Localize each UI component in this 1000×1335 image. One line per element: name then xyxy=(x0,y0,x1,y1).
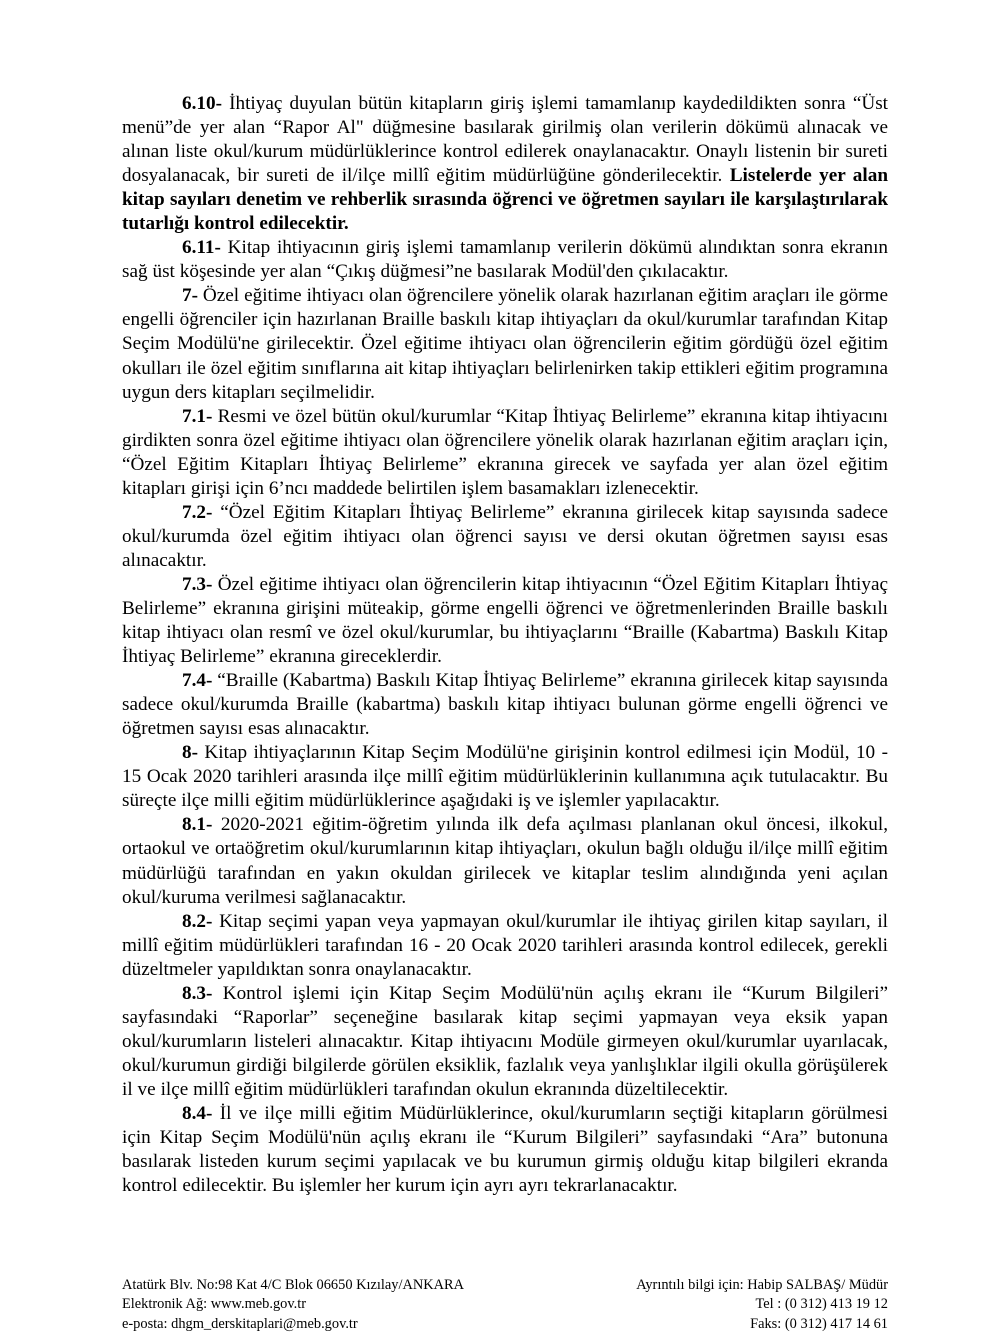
paragraph-number: 8.4- xyxy=(182,1102,213,1124)
paragraph-7-2 xyxy=(122,501,888,573)
footer-contact-line: Ayrıntılı bilgi için: Habip SALBAŞ/ Müdür xyxy=(636,1277,888,1293)
paragraph-number: 7.4- xyxy=(182,670,213,692)
paragraph-text: İl ve ilçe milli eğitim Müdürlüklerince, okul/kurumların seçtiği kitapların görülmesi için Kitap Seçim Modülü'nün açılış ekranı ile “Kurum Bilgileri” sayfasındaki “Ara” butonuna basılarak listeden kurum seçimi yapılacak ve bu kurumun girmiş olduğu kitap bilgileri ekranda kontrol edilecektir. Bu işlemler her kurum için ayrı ayrı tekrarlanacaktır. xyxy=(122,1102,888,1197)
footer-address-line: e-posta: dhgm_derskitaplari@meb.gov.tr xyxy=(122,1315,358,1332)
paragraph-8-3 xyxy=(122,982,888,1102)
footer-address-line: Atatürk Blv. No:98 Kat 4/C Blok 06650 Kızılay/ANKARA xyxy=(122,1277,465,1293)
paragraph-number: 8.3- xyxy=(182,982,213,1004)
paragraph-text: İhtiyaç duyulan bütün kitapların giriş işlemi tamamlanıp kaydedildikten sonra “Üst menü”de yer alan “Rapor Al" düğmesine basılarak girilmiş olan verilerin dökümü alınacak ve alınan liste okul/kurum müdürlüklerince kontrol edilerek onaylanacaktır. Onaylı listenin bir sureti dosyalanacak, bir sureti de il/ilçe millî eğitim müdürlüğüne gönderilecektir. xyxy=(122,93,888,187)
paragraph-number: 7- xyxy=(182,285,198,307)
paragraph-number: 8- xyxy=(182,742,198,764)
page-footer xyxy=(122,1276,888,1334)
paragraph-text: Kitap ihtiyacının giriş işlemi tamamlanıp verilerin dökümü alındıktan sonra ekranın sağ üst köşesinde yer alan “Çıkış düğmesi”ne basılarak Modül'den çıkılacaktır. xyxy=(122,237,888,283)
paragraph-text: Resmi ve özel bütün okul/kurumlar “Kitap İhtiyaç Belirleme” ekranına kitap ihtiyacını girdikten sonra özel eğitime ihtiyacı olan öğrencilere yönelik olarak hazırlanan eğitim araçları için, “Özel Eğitim Kitapları İhtiyaç Belirleme” ekranına girecek ve sayfada yer alan özel eğitim kitapları girişi için 6’ncı maddede belirtilen işlem basamakları izlenecektir. xyxy=(122,405,888,499)
paragraph-number: 6.10- xyxy=(182,93,222,114)
paragraph-text: “Braille (Kabartma) Baskılı Kitap İhtiyaç Belirleme” ekranına girilecek kitap sayısında sadece okul/kurumda Braille (kabartma) baskılı kitap ihtiyacı bulunan görme engelli öğrenci ve öğretmen sayısı esas alınacaktır. xyxy=(122,670,888,740)
paragraph-7 xyxy=(122,284,888,404)
paragraph-text: Özel eğitime ihtiyacı olan öğrencilerin kitap ihtiyacının “Özel Eğitim Kitapları İhtiyaç Belirleme” ekranına girişini müteakip, görme engelli öğrenci ve öğretmenlerinden Braille baskılı kitap ihtiyacı olan resmî ve özel okul/kurumlar, bu ihtiyaçlarını “Braille (Kabartma) Baskılı Kitap İhtiyaç Belirleme” ekranına gireceklerdir. xyxy=(122,573,888,668)
paragraph-text: “Özel Eğitim Kitapları İhtiyaç Belirleme” ekranına girilecek kitap sayısında sadece okul/kurumda özel eğitim ihtiyacı olan öğrenci sayısı ve dersi okutan öğretmen sayısı esas alınacaktır. xyxy=(122,501,888,571)
document-body xyxy=(122,92,888,1198)
paragraph-6-10 xyxy=(122,92,888,236)
paragraph-8-2 xyxy=(122,910,888,982)
footer-contact-line: Tel : (0 312) 413 19 12 xyxy=(755,1296,888,1313)
paragraph-7-1 xyxy=(122,405,888,501)
footer-address-line: Elektronik Ağ: www.meb.gov.tr xyxy=(122,1296,306,1313)
footer-contact-line: Faks: (0 312) 417 14 61 xyxy=(750,1315,888,1332)
footer-contact-block xyxy=(636,1276,888,1334)
paragraph-8 xyxy=(122,741,888,813)
paragraph-8-4 xyxy=(122,1102,888,1198)
paragraph-7-3 xyxy=(122,573,888,669)
footer-address-block xyxy=(122,1276,464,1334)
paragraph-text: Kitap seçimi yapan veya yapmayan okul/kurumlar ile ihtiyaç girilen kitap sayıları, il millî eğitim müdürlükleri tarafından 16 - 20 Ocak 2020 tarihleri arasında kontrol edilecek, gerekli düzeltmeler yapıldıktan sonra onaylanacaktır. xyxy=(122,910,888,980)
paragraph-text: Özel eğitime ihtiyacı olan öğrencilere yönelik olarak hazırlanan eğitim araçları ile görme engelli öğrenciler için hazırlanan Braille baskılı kitap ihtiyaçları da okul/kurumlar tarafından Kitap Seçim Modülü'ne girilecektir. Özel eğitime ihtiyacı olan öğrencilerin eğitim gördüğü özel eğitim okulları ile özel eğitim sınıflarına ait kitap ihtiyaçları belirlenirken takip ettikleri eğitim programına uygun ders kitapları seçilmelidir. xyxy=(122,285,888,403)
paragraph-number: 7.1- xyxy=(182,405,213,427)
paragraph-number: 6.11- xyxy=(182,237,221,259)
paragraph-number: 7.2- xyxy=(182,501,213,523)
paragraph-text: Kontrol işlemi için Kitap Seçim Modülü'nün açılış ekranı ile “Kurum Bilgileri” sayfasındaki “Raporlar” seçeneğine basılarak kitap seçimi yapmayan veya eksik yapan okul/kurumların listeleri alınacaktır. Kitap ihtiyacını Modüle girmeyen okul/kurumlar uyarılacak, okul/kurumun girdiği bilgilerde görülen eksiklik, fazlalık veya yanlışlıklar ilgili okulla görüşülerek il ve ilçe millî eğitim müdürlükleri tarafından okulun ekranında düzeltilecektir. xyxy=(122,982,888,1100)
paragraph-number: 8.2- xyxy=(182,910,213,932)
paragraph-7-4 xyxy=(122,669,888,741)
paragraph-number: 7.3- xyxy=(182,573,213,595)
paragraph-6-11 xyxy=(122,236,888,284)
paragraph-number: 8.1- xyxy=(182,814,213,836)
paragraph-8-1 xyxy=(122,813,888,909)
paragraph-text: 2020-2021 eğitim-öğretim yılında ilk defa açılması planlanan okul öncesi, ilkokul, ortaokul ve ortaöğretim okul/kurumlarının kitap ihtiyaçları, okulun bağlı olduğu il/ilçe millî eğitim müdürlüğü tarafından en yakın okuldan girilecek ve kitaplar teslim alındığında yeni açılan okul/kuruma verilmesi sağlanacaktır. xyxy=(122,814,888,908)
paragraph-text: Kitap ihtiyaçlarının Kitap Seçim Modülü'ne girişinin kontrol edilmesi için Modül, 10 - 15 Ocak 2020 tarihleri arasında ilçe millî eğitim müdürlüklerinin kullanımına açık tutulacaktır. Bu süreçte ilçe milli eğitim müdürlüklerince aşağıdaki iş ve işlemler yapılacaktır. xyxy=(122,742,888,812)
paragraph-text-emphasis: Listelerde yer alan kitap sayıları denetim ve rehberlik sırasında öğrenci ve öğretmen sayıları ile karşılaştırılarak tutarlığı kontrol edilecektir. xyxy=(122,165,888,235)
